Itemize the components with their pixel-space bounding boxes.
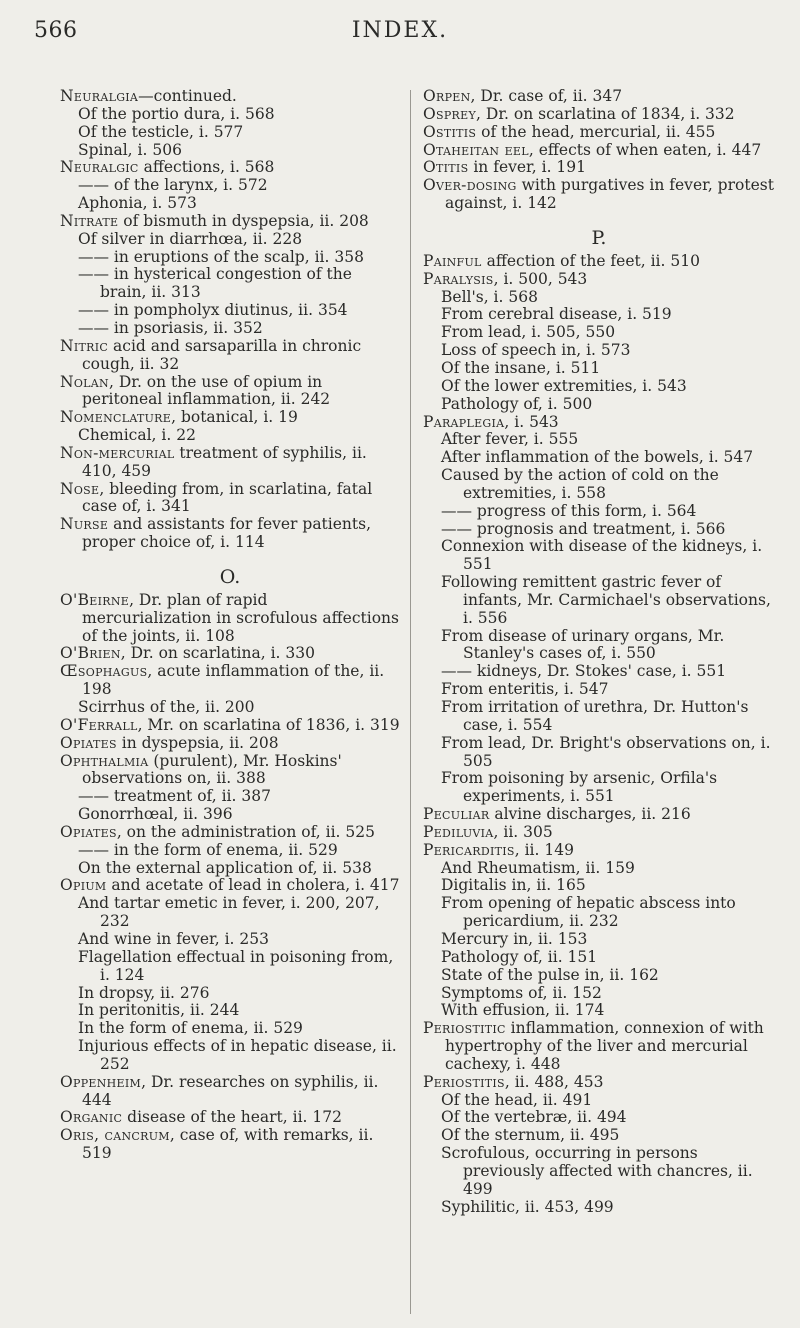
entry-heading: Painful	[423, 251, 482, 270]
entry-heading: Nurse	[60, 515, 109, 534]
entry-heading: Orpen	[423, 87, 471, 105]
entry-heading: Non-mercurial	[60, 443, 175, 462]
index-subentry: From opening of hepatic abscess into pericardium, ii. 232	[441, 894, 736, 931]
column-divider	[410, 90, 411, 1314]
entry-text: in fever, i. 191	[468, 158, 587, 177]
index-subentry: —— in eruptions of the scalp, ii. 358	[78, 247, 364, 266]
index-subentry: —— treatment of, ii. 387	[78, 787, 271, 806]
index-entry	[60, 445, 400, 481]
index-subentry: Aphonia, i. 573	[78, 194, 197, 213]
index-subentry: After fever, i. 555	[441, 430, 579, 449]
index-entry	[60, 877, 400, 895]
index-subentry: Of the vertebræ, ii. 494	[441, 1108, 627, 1127]
index-subentry: —— prognosis and treatment, i. 566	[441, 519, 726, 538]
index-subentry: State of the pulse in, ii. 162	[441, 965, 659, 984]
index-entry	[60, 88, 400, 106]
index-entry	[60, 824, 400, 842]
entry-heading: Paralysis	[423, 269, 494, 288]
index-columns	[0, 88, 800, 1318]
entry-text: affection of the feet, ii. 510	[481, 251, 700, 270]
index-subentry: Scrofulous, occurring in persons previously affected with chancres, ii. 499	[441, 1144, 753, 1198]
index-subentry: —— kidneys, Dr. Stokes' case, i. 551	[441, 662, 727, 681]
index-entry	[423, 806, 775, 824]
index-subentry: Scirrhus of the, ii. 200	[78, 698, 255, 716]
entry-text: , effects of when eaten, i. 447	[528, 140, 762, 159]
entry-text: , i. 500, 543	[493, 269, 588, 288]
entry-heading: O'Ferrall	[60, 715, 138, 734]
index-entry	[60, 481, 400, 517]
entry-text: , Dr. case of, ii. 347	[470, 87, 623, 105]
entry-heading: Nitric	[60, 336, 109, 355]
section-letter: O.	[219, 565, 241, 588]
index-subentry: —— in psoriasis, ii. 352	[78, 318, 263, 337]
entry-text: , Dr. on scarlatina, i. 330	[120, 644, 315, 663]
entry-text: , Mr. on scarlatina of 1836, i. 319	[137, 715, 400, 734]
index-entry	[60, 645, 400, 663]
index-subentry: In dropsy, ii. 276	[78, 983, 210, 1002]
index-subentry: —— of the larynx, i. 572	[78, 176, 268, 195]
index-entry	[423, 124, 775, 142]
entry-heading: Osprey	[423, 104, 477, 123]
index-subentry: Of silver in diarrhœa, ii. 228	[78, 229, 303, 248]
entry-heading: Periostitic	[423, 1019, 506, 1038]
index-subentry: And wine in fever, i. 253	[78, 929, 269, 948]
index-subentry: From cerebral disease, i. 519	[441, 305, 672, 324]
entry-heading: Otaheitan eel	[423, 140, 529, 159]
index-entry	[60, 1127, 400, 1163]
index-entry	[60, 338, 400, 374]
index-subentry: Loss of speech in, i. 573	[441, 341, 631, 360]
index-subentry: —— in pompholyx diutinus, ii. 354	[78, 301, 348, 320]
left-column	[60, 88, 400, 1163]
index-entry	[423, 271, 775, 289]
entry-text: disease of the heart, ii. 172	[122, 1108, 342, 1127]
index-subentry: From irritation of urethra, Dr. Hutton's case, i. 554	[441, 698, 749, 734]
index-entry	[423, 159, 775, 177]
entry-text: , ii. 488, 453	[504, 1072, 604, 1091]
entry-heading: Opiates	[60, 822, 117, 841]
page-header	[26, 18, 774, 48]
index-subentry: In the form of enema, ii. 529	[78, 1019, 303, 1038]
entry-text: of bismuth in dyspepsia, ii. 208	[118, 211, 369, 230]
right-column	[423, 88, 775, 1216]
entry-heading: O'Brien	[60, 644, 121, 663]
index-entry	[60, 374, 400, 410]
index-subentry: Digitalis in, ii. 165	[441, 876, 586, 895]
entry-heading: Over-dosing	[423, 176, 517, 195]
index-entry	[423, 142, 775, 160]
entry-text: , Dr. plan of rapid mercurialization in scrofulous affections of the joints, ii. 108	[82, 590, 399, 645]
entry-heading: Neuralgic	[60, 158, 139, 177]
index-subentry: And Rheumatism, ii. 159	[441, 858, 635, 877]
index-subentry: Of the lower extremities, i. 543	[441, 376, 687, 395]
index-entry	[60, 663, 400, 699]
index-subentry: From enteritis, i. 547	[441, 680, 609, 699]
entry-text: , Dr. on the use of opium in peritoneal inflammation, ii. 242	[82, 372, 331, 409]
index-subentry: Of the insane, i. 511	[441, 358, 601, 377]
index-subentry: Of the head, ii. 491	[441, 1090, 593, 1109]
index-subentry: Symptoms of, ii. 152	[441, 983, 602, 1002]
index-subentry: From lead, i. 505, 550	[441, 323, 616, 342]
index-subentry: Following remittent gastric fever of infants, Mr. Carmichael's observations, i. 556	[441, 573, 771, 627]
entry-heading: Periostitis	[423, 1072, 505, 1091]
index-entry	[423, 842, 775, 860]
entry-heading: Opium	[60, 876, 107, 895]
entry-text: , on the administration of, ii. 525	[116, 822, 375, 841]
index-subentry: Connexion with disease of the kidneys, i. 551	[441, 537, 763, 574]
entry-text: , acute inflammation of the, ii. 198	[82, 662, 385, 699]
page-number: 566	[34, 18, 78, 43]
index-subentry: Gonorrhœal, ii. 396	[78, 805, 233, 824]
index-entry	[60, 516, 400, 552]
index-subentry: —— in the form of enema, ii. 529	[78, 840, 338, 859]
index-subentry: Spinal, i. 506	[78, 140, 182, 159]
index-entry	[423, 106, 775, 124]
index-subentry: Pathology of, i. 500	[441, 394, 593, 413]
entry-text: , case of, with remarks, ii. 519	[82, 1126, 374, 1163]
entry-text: , botanical, i. 19	[171, 408, 298, 427]
entry-heading: Neuralgia	[60, 87, 139, 105]
index-subentry: Of the portio dura, i. 568	[78, 104, 275, 123]
entry-heading: Nomenclature	[60, 408, 172, 427]
entry-heading: Nose	[60, 479, 100, 498]
entry-heading: Pediluvia	[423, 822, 494, 841]
index-subentry: Injurious effects of in hepatic disease, ii. 252	[78, 1037, 397, 1073]
entry-text: , ii. 305	[493, 822, 553, 841]
index-subentry: After inflammation of the bowels, i. 547	[441, 448, 754, 467]
index-subentry: In peritonitis, ii. 244	[78, 1001, 240, 1020]
entry-heading: Peculiar	[423, 805, 490, 824]
index-entry	[423, 253, 775, 271]
index-entry	[423, 88, 775, 106]
index-subentry: Of the sternum, ii. 495	[441, 1126, 620, 1145]
entry-heading: Opiates	[60, 733, 117, 752]
index-entry	[60, 159, 400, 177]
index-entry	[60, 735, 400, 753]
index-subentry: On the external application of, ii. 538	[78, 858, 372, 877]
entry-text: and acetate of lead in cholera, i. 417	[106, 876, 400, 895]
entry-text: , Dr. researches on syphilis, ii. 444	[82, 1072, 379, 1109]
index-subentry: —— in hysterical congestion of the brain, ii. 313	[78, 265, 352, 302]
entry-text: , Dr. on scarlatina of 1834, i. 332	[476, 104, 735, 123]
section-letter: P.	[591, 226, 607, 249]
entry-heading: Oppenheim	[60, 1072, 142, 1091]
entry-text: , i. 543	[504, 412, 559, 431]
entry-heading: Organic	[60, 1108, 123, 1127]
entry-heading: Œsophagus	[60, 662, 148, 681]
entry-text: of the head, mercurial, ii. 455	[476, 122, 716, 141]
entry-text: (purulent), Mr. Hoskins' observations on, ii. 388	[82, 751, 342, 788]
entry-text: alvine discharges, ii. 216	[489, 805, 691, 824]
entry-text: inflammation, connexion of with hypertrophy of the liver and mercurial cachexy, i. 448	[445, 1019, 764, 1073]
entry-heading: Ophthalmia	[60, 751, 149, 770]
index-entry	[60, 1074, 400, 1110]
index-subentry: Bell's, i. 568	[441, 287, 538, 306]
page-title: INDEX.	[351, 18, 449, 43]
index-subentry: Caused by the action of cold on the extremities, i. 558	[441, 466, 719, 502]
index-subentry: From poisoning by arsenic, Orfila's experiments, i. 551	[441, 769, 718, 806]
entry-heading: Otitis	[423, 158, 469, 177]
entry-text: , bleeding from, in scarlatina, fatal case of, i. 341	[82, 479, 373, 516]
index-subentry: Pathology of, ii. 151	[441, 947, 598, 966]
entry-text: —continued.	[138, 87, 237, 105]
entry-text: acid and sarsaparilla in chronic cough, ii. 32	[82, 336, 362, 373]
entry-heading: Paraplegia	[423, 412, 505, 431]
index-entry	[60, 1109, 400, 1127]
entry-heading: O'Beirne	[60, 590, 130, 609]
entry-heading: Nitrate	[60, 211, 119, 230]
index-entry	[423, 1074, 775, 1092]
index-entry	[423, 824, 775, 842]
entry-text: with purgatives in fever, protest against, i. 142	[445, 176, 774, 213]
index-subentry: With effusion, ii. 174	[441, 1001, 605, 1020]
entry-text: in dyspepsia, ii. 208	[116, 733, 279, 752]
index-subentry: From lead, Dr. Bright's observations on, i. 505	[441, 733, 771, 770]
entry-text: , ii. 149	[514, 840, 574, 859]
index-entry	[60, 717, 400, 735]
index-subentry: From disease of urinary organs, Mr. Stanley's cases of, i. 550	[441, 626, 725, 663]
entry-text: treatment of syphilis, ii. 410, 459	[82, 443, 367, 480]
entry-heading: Ostitis	[423, 122, 477, 141]
index-entry	[60, 592, 400, 646]
index-subentry: Flagellation effectual in poisoning from, i. 124	[78, 947, 394, 984]
entry-heading: Pericarditis	[423, 840, 515, 859]
index-subentry: And tartar emetic in fever, i. 200, 207, 232	[78, 894, 380, 931]
index-subentry: Mercury in, ii. 153	[441, 929, 588, 948]
index-entry	[60, 753, 400, 789]
index-entry	[423, 414, 775, 432]
index-entry	[423, 177, 775, 213]
index-subentry: Syphilitic, ii. 453, 499	[441, 1197, 614, 1216]
index-subentry: Chemical, i. 22	[78, 426, 196, 445]
entry-text: and assistants for fever patients, proper choice of, i. 114	[82, 515, 372, 552]
index-entry	[423, 1020, 775, 1074]
index-entry	[60, 409, 400, 427]
index-subentry: Of the testicle, i. 577	[78, 122, 244, 141]
entry-heading: Nolan	[60, 372, 109, 391]
index-subentry: —— progress of this form, i. 564	[441, 501, 697, 520]
index-entry	[60, 213, 400, 231]
entry-text: affections, i. 568	[138, 158, 275, 177]
entry-heading: Oris, cancrum	[60, 1126, 170, 1145]
